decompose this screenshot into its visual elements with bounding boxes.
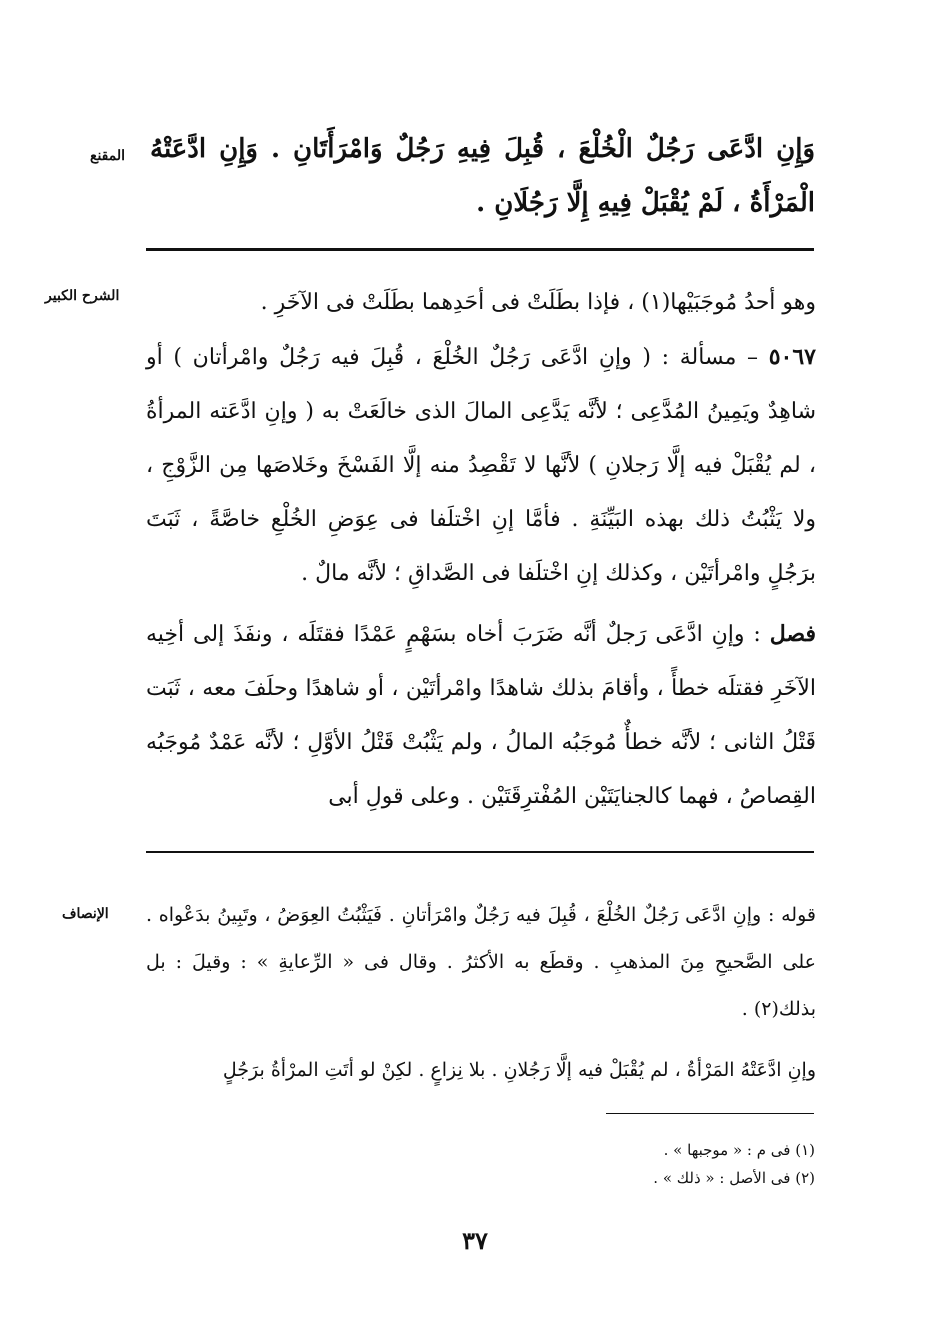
footnote-2: (٢) فى الأصل : « ذلك » . [653, 1169, 815, 1187]
muqni-text: وَإِنِ ادَّعَى رَجُلٌ الْخُلْعَ ، قُبِلَ فِيهِ رَجُلٌ وَامْرَأَتَانِ . وَإِنِ ادَّعَتْهُ الْمَرْأَةُ ، لَمْ يُقْبَلْ فِيهِ إِلَّا رَجُلَانِ . [150, 134, 815, 218]
insaf-paragraph-1: قوله : وإنِ ادَّعَى رَجُلٌ الخُلْعَ ، قُبِلَ فيه رَجُلٌ وامْرَأتانِ . فَيَثْبُتُ العِوَضُ ، وتَبِينُ بدَعْواه . على الصَّحيحِ مِنَ المذهبِ . وقطَع به الأكثرُ . وقال فى « الرِّعايةِ » : وقيلَ : بل بذلك(٢) . [146, 904, 816, 1020]
sharh-paragraph-1: وهو أحدُ مُوجَبَيْها(١) ، فإذا بطَلَتْ فى أحَدِهما بطَلَتْ فى الآخَرِ . [260, 290, 816, 315]
fasl-text: : وإنِ ادَّعَى رَجلٌ أنَّه ضَرَبَ أخاه بسَهْمٍ عَمْدًا فقتَلَه ، ونفَذَ إلى أخِيه الآخَرِ فقتلَه خطأً ، وأقامَ بذلك شاهدًا وامْرأتَيْن ، أو شاهدًا وحلَفَ معه ، ثَبَت قَتْلُ الثانى ؛ لأنَّه خطأٌ مُوجَبُه المالُ ، ولم يَثْبُتْ قَتْلُ الأوَّلِ ؛ لأنَّه عَمْدٌ مُوجَبُه القِصاصُ ، فهما كالجنايَتَيْن المُفْترِقَتَيْن . وعلى قولِ أبى [146, 622, 816, 809]
insaf-paragraph-2: وإنِ ادَّعَتْهُ المَرْأةُ ، لم يُقْبَلْ فيه إلَّا رَجُلانِ . بلا نِزاعٍ . لكِنْ لو أتَتِ المرْأةُ برَجُلٍ [222, 1059, 816, 1081]
footnotes [400, 1136, 815, 1192]
insaf-text [146, 892, 816, 1094]
footnote-rule [606, 1113, 814, 1114]
fasl-heading: فصل [769, 621, 816, 647]
sharh-paragraph-3 [146, 607, 816, 824]
section-label-insaf: الإنصاف [62, 906, 109, 922]
section-label-muqni: المقنع [90, 148, 126, 164]
issue-number: ٥٠٦٧ [768, 344, 816, 370]
footnote-1: (١) فى م : « موجبها » . [663, 1141, 815, 1159]
section-label-sharh: الشرح الكبير [45, 288, 120, 304]
section-divider-thick [146, 248, 814, 251]
sharh-paragraph-2 [146, 330, 816, 601]
sharh-text [146, 276, 816, 824]
issue-text: – مسألة : ( وإنِ ادَّعَى رَجُلٌ الخُلْعَ ، قُبِلَ فيه رَجُلٌ وامْرأتان ) أو شاهِدٌ ويَمِينُ المُدَّعِى ؛ لأنَّه يَدَّعِى المالَ الذى خالَعَتْ به ( وإنِ ادَّعَته المرأةُ ، لم يُقْبَلْ فيه إلَّا رَجلانِ ) لأنَّها لا تَقْصِدُ منه إلَّا الفَسْخَ وخَلاصَها مِن الزَّوْجِ ، ولا يَثْبُتُ ذلك بهذه البَيِّنَةِ . فأمَّا إنِ اخْتلَفا فى عِوَضِ الخُلْعِ خاصَّةً ، ثَبَتَ برَجُلٍ وامْرأتَيْن ، وكذلك إنِ اخْتلَفا فى الصَّداقِ ؛ لأنَّه مالٌ . [146, 345, 816, 586]
page-number: ٣٧ [462, 1226, 488, 1255]
section-divider-thin [146, 851, 814, 853]
